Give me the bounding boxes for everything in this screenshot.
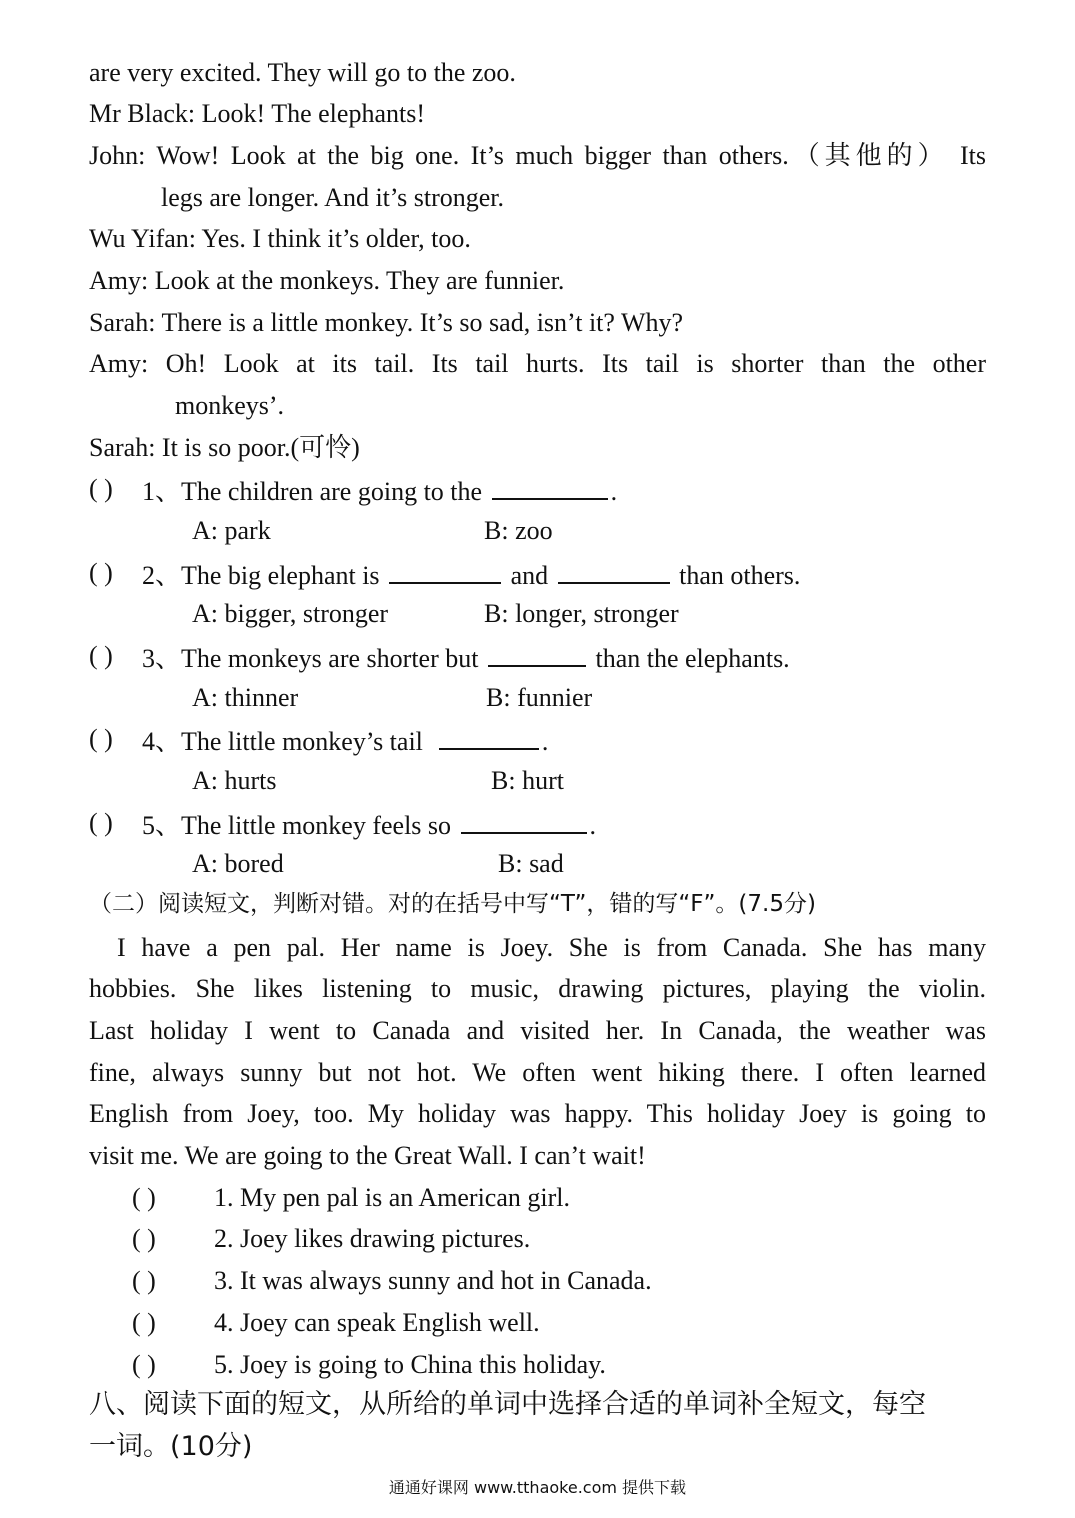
- answer-paren[interactable]: ( ): [132, 1350, 156, 1379]
- option-a: A: hurts: [192, 766, 277, 795]
- question-text: [142, 560, 800, 589]
- option-b: B: sad: [498, 849, 564, 878]
- dialogue-line: monkeys’.: [175, 391, 285, 420]
- answer-paren[interactable]: ( ): [89, 641, 113, 670]
- question-end: .: [541, 727, 549, 756]
- question-text: [142, 726, 548, 755]
- question-stem: 3、The monkeys are shorter but: [142, 644, 479, 673]
- answer-blank[interactable]: [439, 726, 539, 750]
- answer-paren[interactable]: ( ): [89, 558, 113, 587]
- answer-paren[interactable]: ( ): [89, 724, 113, 753]
- question-stem: 2、The big elephant is: [142, 561, 380, 590]
- tf-text: 4. Joey can speak English well.: [214, 1308, 540, 1337]
- question-mid: and: [510, 561, 549, 590]
- dialogue-line: Sarah: There is a little monkey. It’s so sad, isn’t it? Why?: [89, 308, 684, 337]
- tf-question-4: [132, 1310, 540, 1336]
- answer-blank[interactable]: [492, 476, 608, 500]
- question-stem: 4、The little monkey’s tail: [142, 727, 423, 756]
- passage-line: visit me. We are going to the Great Wall. I can’t wait!: [89, 1141, 646, 1170]
- option-a: A: bigger, stronger: [192, 599, 389, 628]
- question-end: than the elephants.: [595, 644, 790, 673]
- answer-blank[interactable]: [461, 810, 587, 834]
- answer-paren[interactable]: ( ): [132, 1183, 156, 1212]
- option-b: B: funnier: [486, 683, 593, 712]
- option-a: A: bored: [192, 849, 284, 878]
- answer-blank[interactable]: [558, 560, 670, 584]
- answer-paren[interactable]: ( ): [132, 1308, 156, 1337]
- question-text: [142, 643, 790, 672]
- question-text: [142, 476, 617, 505]
- option-a: A: thinner: [192, 683, 299, 712]
- option-a: A: park: [192, 516, 271, 545]
- answer-blank[interactable]: [488, 643, 586, 667]
- section-heading: （二）阅读短文，判断对错。对的在括号中写“T”，错的写“F”。(7.5分): [89, 891, 816, 917]
- question-stem: 5、The little monkey feels so: [142, 811, 452, 840]
- answer-paren[interactable]: ( ): [132, 1224, 156, 1253]
- tf-text: 2. Joey likes drawing pictures.: [214, 1224, 531, 1253]
- tf-question-5: [132, 1352, 606, 1378]
- answer-paren[interactable]: ( ): [132, 1266, 156, 1295]
- dialogue-line: Amy: Oh! Look at its tail. Its tail hurts. Its tail is shorter than the other: [89, 349, 986, 378]
- question-stem: 1、The children are going to the: [142, 477, 483, 506]
- page-footer: 通通好课网 www.tthaoke.com 提供下载: [388, 1478, 687, 1497]
- option-b: B: hurt: [491, 766, 564, 795]
- question-text: [142, 810, 596, 839]
- dialogue-line: Wu Yifan: Yes. I think it’s older, too.: [89, 224, 471, 253]
- answer-blank[interactable]: [389, 560, 501, 584]
- dialogue-line: Amy: Look at the monkeys. They are funnier.: [89, 266, 565, 295]
- option-b: B: zoo: [484, 516, 553, 545]
- dialogue-line: Mr Black: Look! The elephants!: [89, 99, 425, 128]
- question-end: than others.: [679, 561, 801, 590]
- answer-paren[interactable]: ( ): [89, 474, 113, 503]
- passage-line: I have a pen pal. Her name is Joey. She is from Canada. She has many: [117, 933, 986, 962]
- passage-line: English from Joey, too. My holiday was happy. This holiday Joey is going to: [89, 1099, 986, 1128]
- tf-text: 5. Joey is going to China this holiday.: [214, 1350, 606, 1379]
- dialogue-line: John: Wow! Look at the big one. It’s much bigger than others.（其他的） Its: [89, 141, 986, 170]
- tf-question-1: [132, 1185, 570, 1211]
- dialogue-line: are very excited. They will go to the zoo.: [89, 58, 516, 87]
- tf-text: 1. My pen pal is an American girl.: [214, 1183, 570, 1212]
- option-b: B: longer, stronger: [484, 599, 679, 628]
- passage-line: fine, always sunny but not hot. We often went hiking there. I often learned: [89, 1058, 986, 1087]
- passage-line: Last holiday I went to Canada and visited her. In Canada, the weather was: [89, 1016, 986, 1045]
- tf-question-3: [132, 1268, 652, 1294]
- section-heading: 八、阅读下面的短文，从所给的单词中选择合适的单词补全短文，每空: [89, 1389, 926, 1420]
- section-heading-cont: 一词。(10分): [89, 1431, 253, 1462]
- answer-paren[interactable]: ( ): [89, 808, 113, 837]
- tf-text: 3. It was always sunny and hot in Canada.: [214, 1266, 652, 1295]
- question-end: .: [610, 477, 618, 506]
- dialogue-line: legs are longer. And it’s stronger.: [161, 183, 505, 212]
- dialogue-line: Sarah: It is so poor.(可怜): [89, 433, 360, 462]
- passage-line: hobbies. She likes listening to music, drawing pictures, playing the violin.: [89, 974, 986, 1003]
- tf-question-2: [132, 1226, 530, 1252]
- question-end: .: [589, 811, 597, 840]
